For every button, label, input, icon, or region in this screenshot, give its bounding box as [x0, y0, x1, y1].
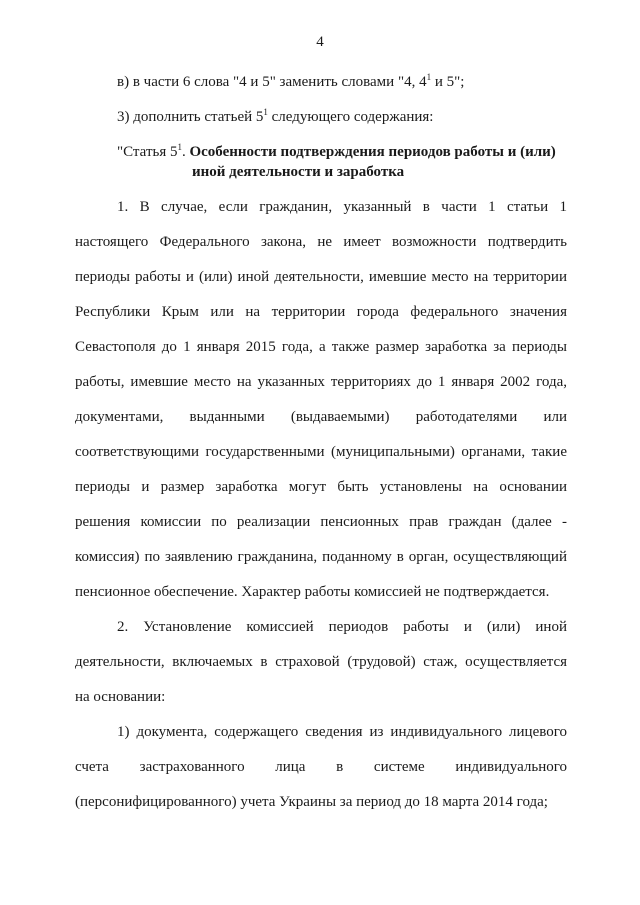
paragraph3-line: счета застрахованного лица в системе индивидуального: [75, 759, 567, 775]
item-v-text-end: и 5";: [431, 74, 465, 90]
paragraph1-line: решения комиссии по реализации пенсионных прав граждан (далее -: [75, 514, 567, 530]
paragraph1-line: документами, выданными (выдаваемыми) работодателями или: [75, 409, 567, 425]
paragraph2-last-line: на основании:: [75, 689, 166, 705]
page-number: 4: [316, 34, 324, 50]
paragraph2-line: 2. Установление комиссией периодов работы и (или) иной: [117, 619, 567, 635]
article-heading: [117, 142, 567, 162]
paragraph1-line: 1. В случае, если гражданин, указанный в части 1 статьи 1: [117, 199, 567, 215]
paragraph1-line: работы, имевшие место на указанных территориях до 1 января 2002 года,: [75, 374, 567, 390]
paragraph1-line: периоды работы и (или) иной деятельности, имевшие место на территории: [75, 269, 567, 285]
paragraph1-last-line: пенсионное обеспечение. Характер работы комиссией не подтверждается.: [75, 584, 550, 600]
paragraph1-line: настоящего Федерального закона, не имеет возможности подтвердить: [75, 234, 567, 250]
paragraph2-line: деятельности, включаемых в страховой (трудовой) стаж, осуществляется: [75, 654, 567, 670]
item-3-line: [117, 107, 567, 127]
item-3-text: 3) дополнить статьей 5: [117, 109, 264, 125]
paragraph3-last-line: (персонифицированного) учета Украины за период до 18 марта 2014 года;: [75, 794, 548, 810]
paragraph3-line: 1) документа, содержащего сведения из индивидуального лицевого: [117, 724, 567, 740]
article-prefix: "Статья 5: [117, 144, 178, 160]
item-v-superscript: 1: [426, 72, 432, 82]
item-3-superscript: 1: [263, 107, 268, 117]
item-3-text-end: следующего содержания:: [267, 109, 434, 125]
item-v-line: [117, 72, 567, 92]
article-superscript: 1: [177, 142, 182, 152]
item-v-text: в) в части 6 слова "4 и 5" заменить словами "4, 4: [117, 74, 427, 90]
article-dot: .: [181, 144, 186, 160]
paragraph1-line: соответствующими государственными (муниципальными) органами, такие: [75, 444, 567, 460]
paragraph1-line: периоды и размер заработка могут быть установлены на основании: [75, 479, 567, 495]
paragraph1-line: Республики Крым или на территории города федерального значения: [75, 304, 567, 320]
paragraph1-line: Севастополя до 1 января 2015 года, а также размер заработка за периоды: [75, 339, 567, 355]
paragraph1-line: комиссия) по заявлению гражданина, поданному в орган, осуществляющий: [75, 549, 567, 565]
article-title-line2: иной деятельности и заработка: [192, 164, 405, 180]
article-title-line1: Особенности подтверждения периодов работы и (или): [185, 144, 556, 160]
